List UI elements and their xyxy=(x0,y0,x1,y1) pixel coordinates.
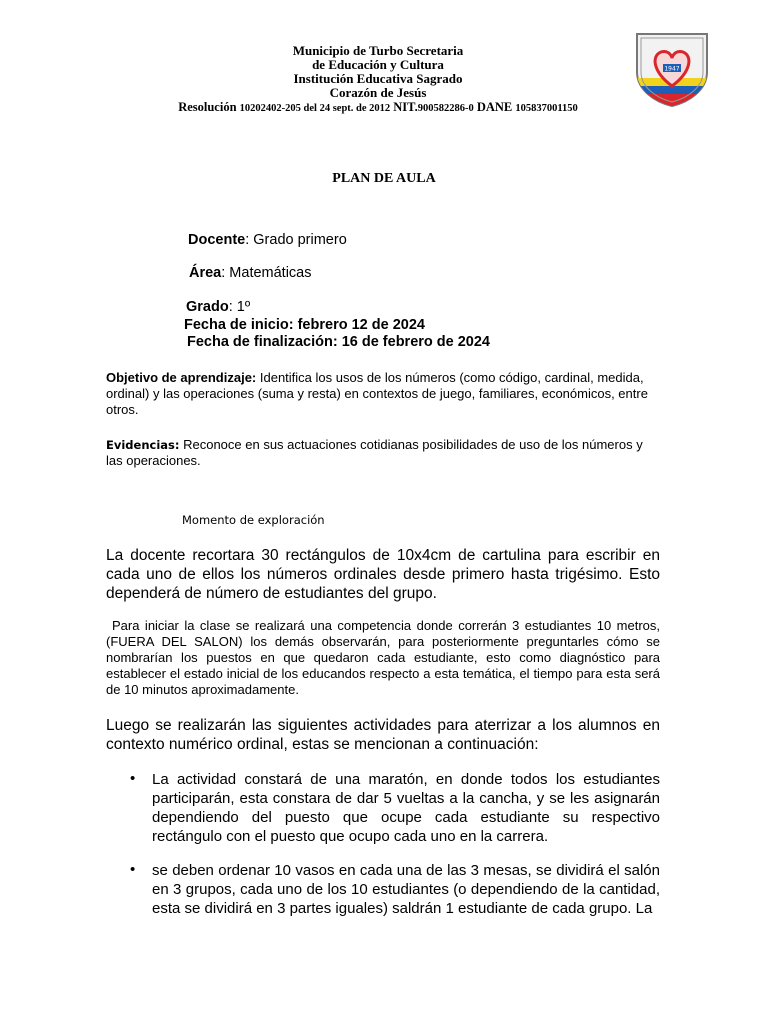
grado-field xyxy=(186,299,250,315)
area-value: : Matemáticas xyxy=(221,265,312,281)
fecha-inicio: Fecha de inicio: febrero 12 de 2024 xyxy=(184,317,425,333)
institution-header xyxy=(150,44,606,116)
bullet-marker-2: • xyxy=(130,861,136,878)
fecha-finalizacion: Fecha de finalización: 16 de febrero de 2024 xyxy=(187,334,490,350)
objetivo-label: Objetivo de aprendizaje: xyxy=(106,370,257,385)
resolution-label: Resolución xyxy=(178,100,237,114)
crest-year: 1947 xyxy=(664,65,680,73)
bullet-marker-1: • xyxy=(130,770,136,787)
objetivo-text: Identifica los usos de los números (como código, cardinal, medida, ordinal) y las operaciones (suma y resta) en contextos de juego, familiares, económicos, entre otros. xyxy=(106,370,648,417)
nit-label: NIT. xyxy=(393,100,418,114)
area-field xyxy=(189,265,312,281)
area-label: Área xyxy=(189,265,222,281)
nit-value: 900582286-0 xyxy=(417,103,474,114)
header-line-1: Municipio de Turbo Secretaria xyxy=(292,43,464,58)
evidencias-label: Evidencias: xyxy=(106,438,180,452)
evidencias-paragraph xyxy=(106,437,660,469)
docente-label: Docente xyxy=(188,232,246,248)
objetivo-paragraph xyxy=(106,370,660,418)
header-line-3: Institución Educativa Sagrado xyxy=(293,71,463,86)
bullet-item-2: se deben ordenar 10 vasos en cada una de las 3 mesas, se dividirá el salón en 3 grupos, cada uno de los 10 estudiantes (o dependiendo de la cantidad, esta se dividirá en 3 partes iguales) saldrán 1 estudiante de cada grupo. La xyxy=(152,862,660,917)
docente-field xyxy=(188,232,347,248)
bullet-item-1: La actividad constará de una maratón, en donde todos los estudiantes participarán, esta constara de dar 5 vueltas a la cancha, y se les asignarán dependiendo del puesto que ocupe cada estudiante su respectivo rectángulo con el puesto que ocupo cada uno en la carrera. xyxy=(152,771,660,845)
evidencias-text: Reconoce en sus actuaciones cotidianas posibilidades de uso de los números y las operaciones. xyxy=(106,437,643,468)
paragraph-1: La docente recortara 30 rectángulos de 10x4cm de cartulina para escribir en cada uno de ellos los números ordinales desde primero hasta trigésimo. Esto dependerá de número de estudiantes del grupo. xyxy=(106,547,660,602)
paragraph-3: Luego se realizarán las siguientes actividades para aterrizar a los alumnos en contexto numérico ordinal, estas se mencionan a continuación: xyxy=(106,717,660,753)
page-title: PLAN DE AULA xyxy=(332,171,436,186)
grado-value: : 1º xyxy=(228,299,251,315)
paragraph-2: Para iniciar la clase se realizará una competencia donde correrán 3 estudiantes 10 metros, (FUERA DEL SALON) los demás observarán, para posteriormente preguntarles cómo se nombrarían los puestos en que quedaron cada estudiante, esto como diagnóstico para establecer el estado inicial de los educandos respecto a esta temática, el tiempo para esta será de 10 minutos aproximadamente. xyxy=(106,618,660,697)
dane-value: 105837001150 xyxy=(515,103,578,114)
grado-label: Grado xyxy=(186,299,229,315)
header-line-4: Corazón de Jesús xyxy=(329,85,427,100)
header-resolution xyxy=(150,100,606,116)
resolution-value: 10202402-205 del 24 sept. de 2012 xyxy=(239,103,391,114)
school-crest-icon xyxy=(633,28,711,108)
docente-value: : Grado primero xyxy=(245,232,347,248)
dane-label: DANE xyxy=(476,100,513,114)
header-line-2: de Educación y Cultura xyxy=(312,57,444,72)
section-heading: Momento de exploración xyxy=(182,513,325,527)
